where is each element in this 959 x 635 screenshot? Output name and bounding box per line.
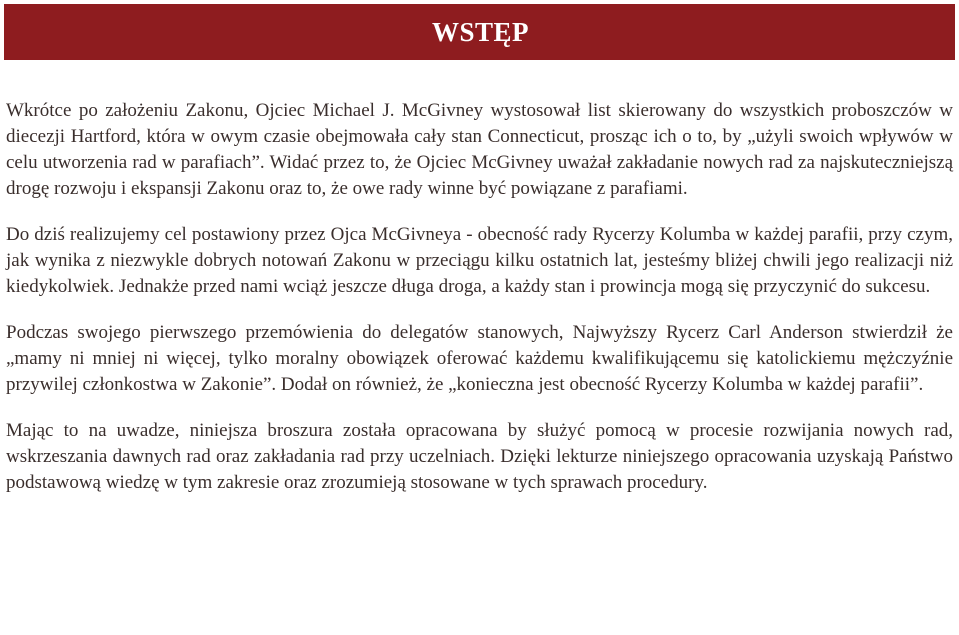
paragraph-1: Wkrótce po założeniu Zakonu, Ojciec Michael J. McGivney wystosował list skierowany do wszystkich proboszczów w diecezji Hartford, która w owym czasie obejmowała cały stan Connecticut, prosząc ich o to, by „użyli swoich wpływów w celu utworzenia rad w parafiach”. Widać przez to, że Ojciec McGivney uważał zakładanie nowych rad za najskuteczniejszą drogę rozwoju i ekspansji Zakonu oraz to, że owe rady winne być powiązane z parafiami. (6, 100, 953, 199)
document-body (6, 98, 953, 496)
paragraph-4: Mając to na uwadze, niniejsza broszura została opracowana by służyć pomocą w procesie rozwijania nowych rad, wskrzeszania dawnych rad oraz zakładania rad przy uczelniach. Dzięki lekturze niniejszego opracowania uzyskają Państwo podstawową wiedzę w tym zakresie oraz zrozumieją stosowane w tych sprawach procedury. (6, 420, 953, 493)
header-bar (4, 4, 955, 60)
paragraph-2: Do dziś realizujemy cel postawiony przez Ojca McGivneya - obecność rady Rycerzy Kolumba w każdej parafii, przy czym, jak wynika z niezwykle dobrych notowań Zakonu w przeciągu kilku ostatnich lat, jesteśmy bliżej chwili jego realizacji niż kiedykolwiek. Jednakże przed nami wciąż jeszcze długa droga, a każdy stan i prowincja mogą się przyczynić do sukcesu. (6, 224, 953, 297)
page-title: WSTĘP (431, 16, 530, 47)
paragraph-3: Podczas swojego pierwszego przemówienia do delegatów stanowych, Najwyższy Rycerz Carl Anderson stwierdził że „mamy ni mniej ni więcej, tylko moralny obowiązek oferować każdemu kwalifikującemu się katolickiemu mężczyźnie przywilej członkostwa w Zakonie”. Dodał on również, że „konieczna jest obecność Rycerzy Kolumba w każdej parafii”. (6, 322, 953, 395)
